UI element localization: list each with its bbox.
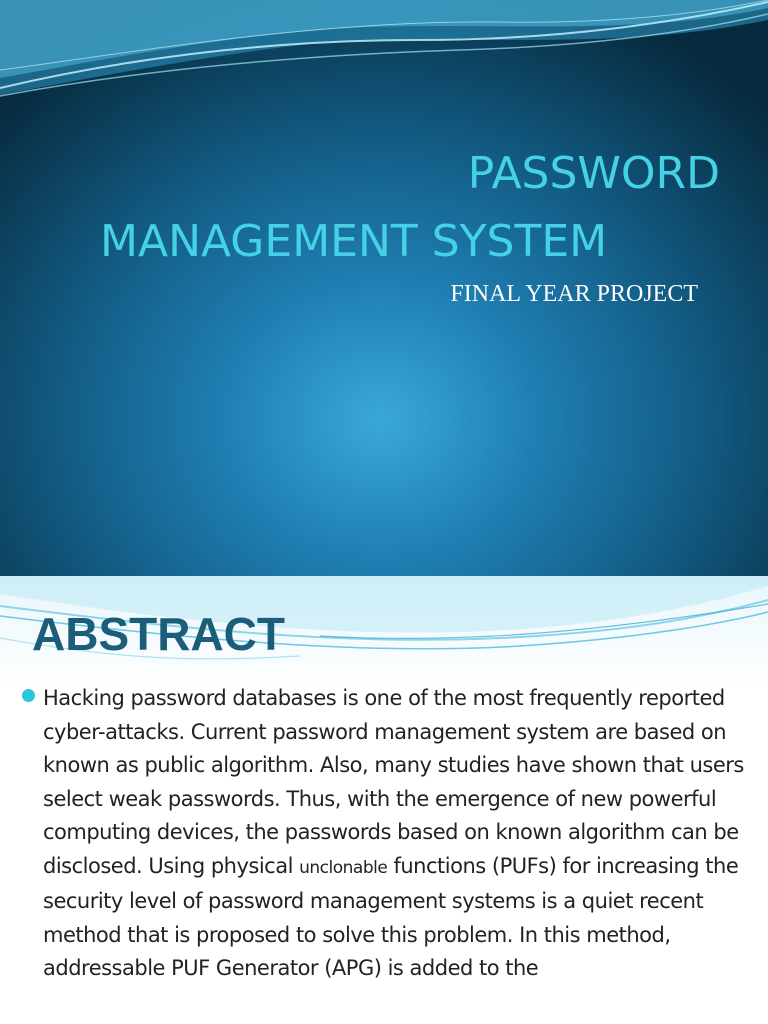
decorative-waves	[0, 0, 768, 140]
abstract-text-small-word: unclonable	[299, 857, 388, 878]
abstract-heading: ABSTRACT	[32, 608, 285, 660]
abstract-text-part-2: functions (PUFs) for increasing the security level of password management systems is a quiet recent method that is proposed to solve this problem. In this method, addressable PUF Generator (APG) is added to the	[43, 853, 739, 980]
abstract-slide	[0, 576, 768, 1024]
abstract-bullet-text	[43, 682, 749, 986]
title-line-1: PASSWORD	[467, 148, 720, 199]
abstract-text-part-1: Hacking password databases is one of the most frequently reported cyber-attacks. Current password management system are based on known as public algorithm. Also, many studies have shown that users select weak passwords. Thus, with the emergence of new powerful computing devices, the passwords based on known algorithm can be disclosed. Using physical	[43, 686, 744, 878]
bullet-dot-icon	[22, 689, 35, 702]
slide-title	[60, 140, 720, 276]
title-line-2: MANAGEMENT SYSTEM	[100, 216, 608, 267]
slide-subtitle: FINAL YEAR PROJECT	[450, 281, 698, 307]
